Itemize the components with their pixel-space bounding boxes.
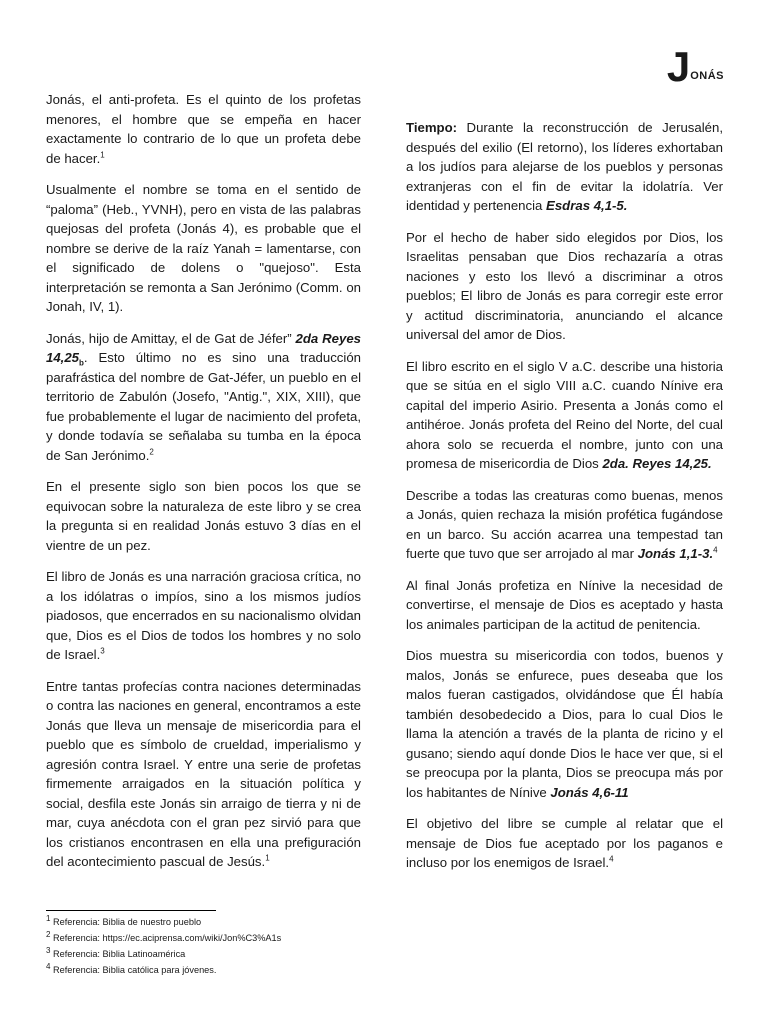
paragraph: Dios muestra su misericordia con todos, buenos y malos, Jonás se enfurece, pues deseaba que los malos fueran castigados, olvidándose que Él había también desobedecido a Dios, para lo cual Dios le llama la atención a través de la planta de ricino y el gusano; siendo aquí donde Dios le hace ver que, si el se preocupa por la planta, Dios se preocupa más por los habitantes de Nínive Jonás 4,6-11 <box>406 648 723 800</box>
bible-reference: Esdras 4,1-5. <box>546 198 628 213</box>
paragraph: Jonás, el anti-profeta. Es el quinto de los profetas menores, el hombre que se empeña en hacer exactamente lo contrario de lo que un profeta debe de hacer.$^1$ <box>46 92 361 166</box>
paragraph: Describe a todas las creaturas como buenas, menos a Jonás, quien rechaza la misión profética fugándose en un barco. Su acción acarrea una tempestad tan fuerte que tuvo que ser arrojado al mar Jonás 1,1-3.$^4$ <box>406 487 723 561</box>
footnotes <box>46 914 281 978</box>
footnote-item: $^1$ Referencia: Biblia de nuestro pueblo <box>46 913 202 927</box>
bible-reference: 2da Reyes 14,25 <box>46 330 362 365</box>
paragraph: Entre tantas profecías contra naciones determinadas o contra las naciones en general, encontramos a este Jonás que lleva un mensaje de misericordia para el pueblo que es símbolo de crueldad, imperialismo y agresión contra Israel. Y entre una serie de profetas firmemente arraigados en la situación política y social, desfila este Jonás sin arraigo de tierra y ni de mar, cuya anécdota con el gran pez sirvió para que los cristianos encontrasen en ella una prefiguración del acontecimiento pascual de Jesús.$^1$ <box>46 678 361 869</box>
paragraph: Usualmente el nombre se toma en el sentido de “paloma” (Heb., YVNH), pero en vista de las palabras quejosas del profeta (Jonás 4), es probable que el nombre se derive de la raíz Yanah = lamentarse, con el significado de dolens o "quejoso". Esta interpretación se remonta a San Jerónimo (Comm. on Jonah, IV, 1). <box>46 182 361 314</box>
bible-reference: Jonás 4,6-11 <box>550 784 629 800</box>
footnote-item: $^2$ Referencia: https://ec.aciprensa.com/wiki/Jon%C3%A1s <box>46 929 282 943</box>
footnote-ref: 4 <box>609 854 614 864</box>
right-column <box>406 118 723 885</box>
left-column <box>46 90 361 884</box>
paragraph: En el presente siglo son bien pocos los que se equivocan sobre la naturaleza de este libro y se crea la pregunta si en realidad Jonás estuvo 3 días en el vientre de un pez. <box>46 479 361 553</box>
footnote-ref: 1 <box>100 150 105 160</box>
paragraph: El objetivo del libre se cumple al relatar que el mensaje de Dios fue aceptado por los paganos e incluso por los enemigos de Israel.$^4$ <box>406 816 723 870</box>
title-initial: J <box>666 43 691 90</box>
paragraph: Tiempo: Durante la reconstrucción de Jerusalén, después del exilio (El retorno), los líderes exhortaban a los judíos para alejarse de los pueblos y personas extranjeras con el fin de evitar la idolatría. Ver identidad y pertenencia Esdras 4,1-5. <box>406 120 723 213</box>
paragraph: Jonás, hijo de Amittay, el de Gat de Jéfer” 2da Reyes $14,25_b$. Esto último no es sino una traducción parafrástica del nombre de Gat-Jéfer, un pueblo en el territorio de Zabulón (Josefo, "Antig.", XIX, XIII), que fue probablemente el lugar de nacimiento del profeta, y donde todavía se señalaba su tumba en la época de San Jerónimo.$^2$ <box>46 330 362 463</box>
footnote-ref: 4 <box>713 545 718 555</box>
footnote-link[interactable]: Referencia: https://ec.aciprensa.com/wiki/Jon%C3%A1s <box>50 933 282 943</box>
footnote-ref: 2 <box>149 447 154 457</box>
footnote-item: $^3$ Referencia: Biblia Latinoamérica <box>46 945 186 959</box>
section-label: Tiempo: <box>406 120 458 135</box>
title-rest: ONÁS <box>690 70 724 82</box>
paragraph: El libro escrito en el siglo V a.C. describe una historia que se sitúa en el siglo VIII a.C. cuando Nínive era capital del imperio Asirio. Presenta a Jonás como el antihéroe. Jonás profeta del Reino del Norte, del cual ahora solo se recuerda el nombre, junto con una promesa de misericordia de Dios 2da. Reyes 14,25. <box>406 358 723 471</box>
footnote-ref: 1 <box>265 853 270 863</box>
footnote-divider <box>46 910 216 911</box>
footnote-ref: 3 <box>100 646 105 656</box>
bible-reference: 2da. Reyes 14,25. <box>602 456 712 471</box>
page-title <box>666 43 724 90</box>
bible-reference: Jonás 1,1-3. <box>637 546 714 561</box>
paragraph: Al final Jonás profetiza en Nínive la necesidad de convertirse, el mensaje de Dios es aceptado y hasta los animales participan de la actitud de penitencia. <box>406 577 723 632</box>
paragraph: El libro de Jonás es una narración graciosa crítica, no a los idólatras o impíos, sino a los mismos judíos piadosos, que encerrados en su nacionalismo olvidan que, Dios es el Dios de todos los hombres y no solo de Israel.$^3$ <box>46 569 361 662</box>
footnote-item: $^4$ Referencia: Biblia católica para jóvenes. <box>46 961 217 975</box>
paragraph: Por el hecho de haber sido elegidos por Dios, los Israelitas pensaban que Dios rechazaría a otras naciones y esto los llevó a discriminar a otros pueblos; El libro de Jonás es para corregir este error y actitud discriminatoria, anunciando el alcance universal del amor de Dios. <box>406 229 723 342</box>
